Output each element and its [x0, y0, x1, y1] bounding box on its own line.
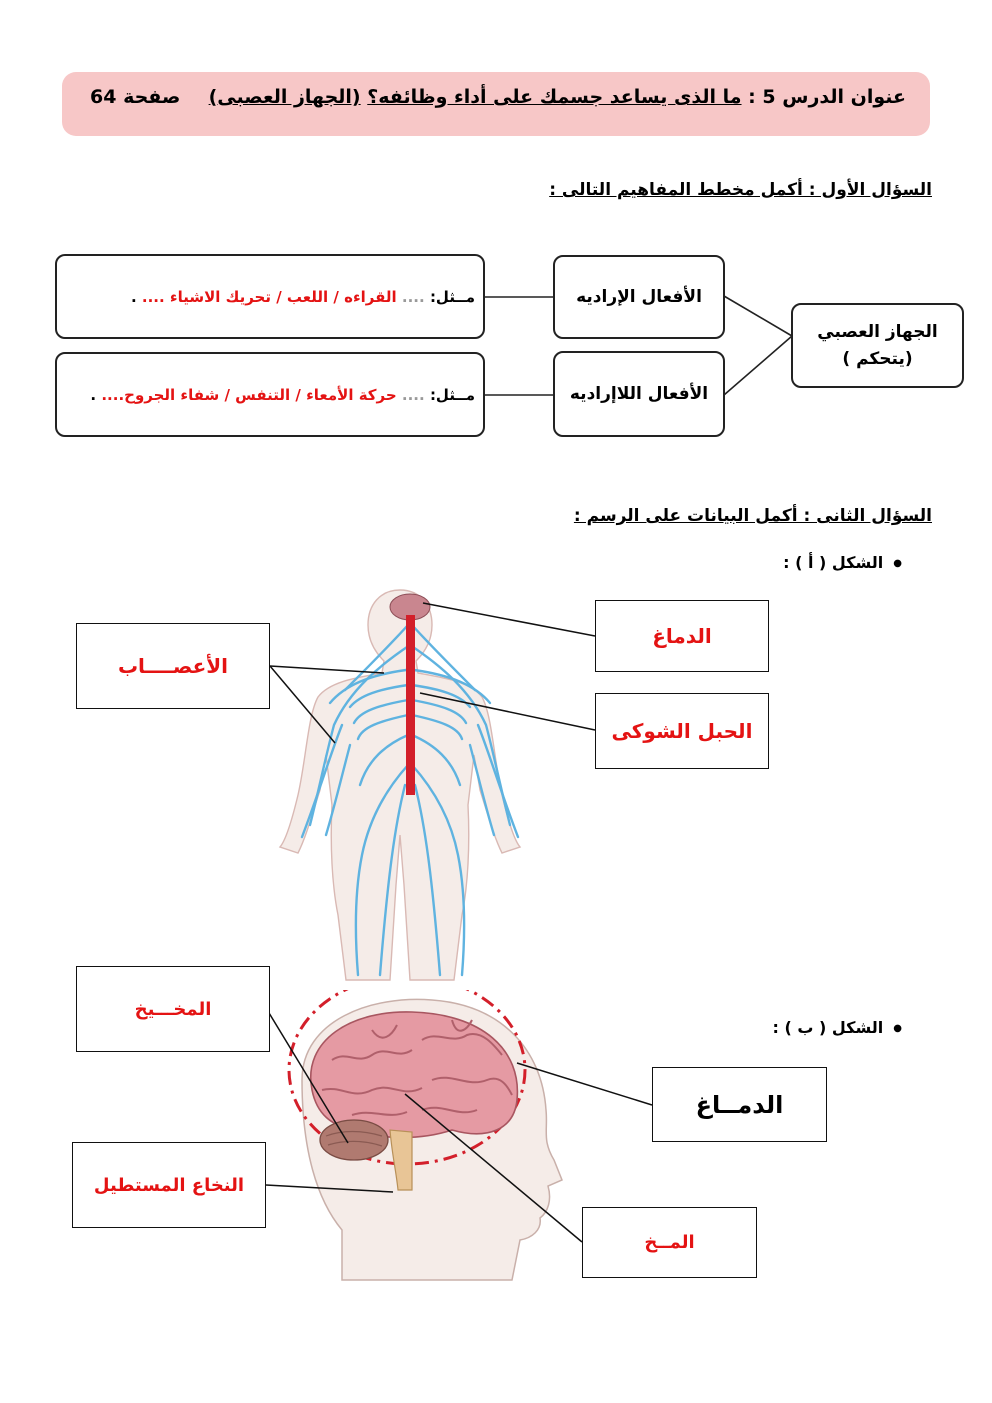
- question2-title: السؤال الثانى : أكمل البيانات على الرسم :: [573, 506, 932, 526]
- label-cerebrum: المــخ: [644, 1232, 695, 1253]
- voluntary-end: .: [130, 287, 137, 306]
- label-medulla-box: [72, 1142, 266, 1228]
- label-nerves: الأعصــــاب: [117, 654, 229, 678]
- involuntary-end: .: [90, 385, 97, 404]
- concept-root-line1: الجهاز العصبي: [817, 322, 938, 343]
- label-brain-b: الدمــاغ: [695, 1090, 784, 1119]
- example-prefix: مــثل:: [429, 287, 475, 306]
- voluntary-actions-box: الأفعال الإراديه: [553, 255, 725, 339]
- dots: ....: [401, 385, 425, 404]
- figure-b-label: ● الشكل ( ب ) :: [773, 1018, 902, 1037]
- label-cerebellum: المخـــيخ: [134, 998, 212, 1020]
- label-spinal-cord: الحبل الشوكى: [611, 719, 753, 743]
- lesson-question: ما الذى يساعد جسمك على أداء وظائفه؟: [367, 86, 742, 108]
- involuntary-actions-box: الأفعال اللاإراديه: [553, 351, 725, 437]
- label-brain: الدماغ: [652, 624, 712, 648]
- voluntary-examples-text: القراءه / اللعب / تحريك الاشياء ....: [141, 287, 397, 306]
- page-reference: صفحة 64: [90, 86, 181, 108]
- label-cerebellum-box: [76, 966, 270, 1052]
- concept-root-line2: (يتحكم ): [842, 348, 913, 369]
- example-prefix: مــثل:: [429, 385, 475, 404]
- figure-a-label: ● الشكل ( أ ) :: [783, 553, 902, 572]
- question1-title: السؤال الأول : أكمل مخطط المفاهيم التالى :: [549, 180, 932, 200]
- lesson-topic: (الجهاز العصبى): [208, 86, 361, 108]
- label-brain-b-box: [652, 1067, 827, 1142]
- dots: ....: [401, 287, 425, 306]
- label-medulla: النخاع المستطيل: [93, 1174, 245, 1196]
- label-cerebrum-box: [582, 1207, 757, 1278]
- involuntary-examples-text: حركة الأمعاء / التنفس / شفاء الجروح....: [101, 385, 397, 404]
- lesson-label: عنوان الدرس 5 :: [748, 86, 906, 108]
